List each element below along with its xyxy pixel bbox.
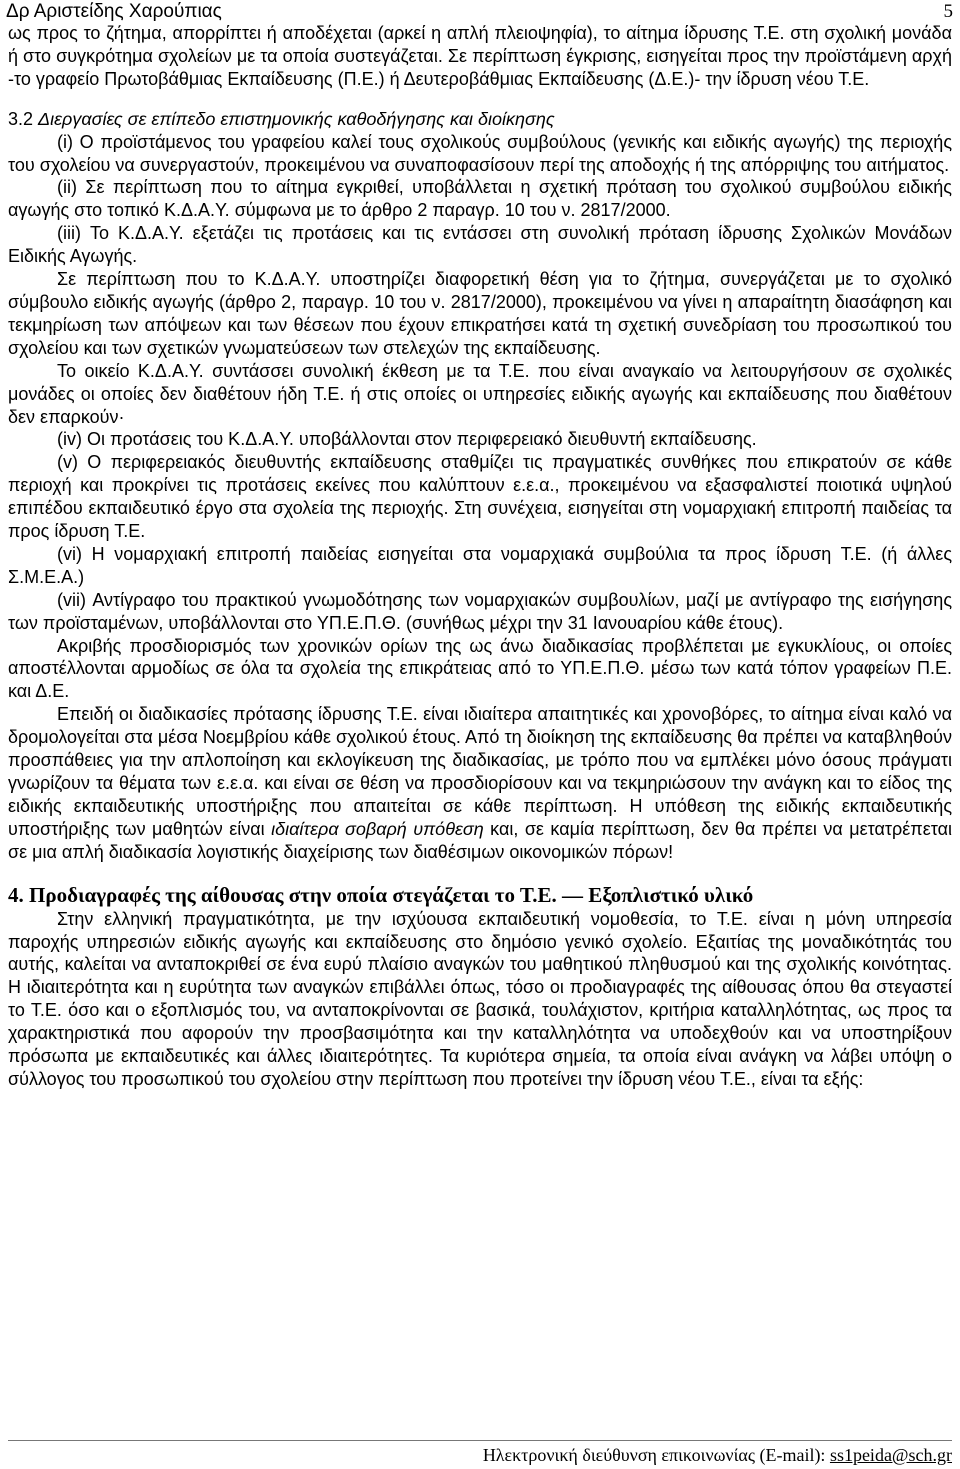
paragraph-i: (i) Ο προϊστάμενος του γραφείου καλεί τους σχολικούς συμβούλους (γενικής και ειδικής αγωγής) της περιοχής του σχολείου να συνεργαστούν, προκειμένου να συναποφασίσουν περί της αποδοχής ή της απόρριψης του αιτήματος. xyxy=(8,131,952,175)
paragraph-iii: (iii) Το Κ.Δ.Α.Υ. εξετάζει τις προτάσεις και τις εντάσσει στη συνολική πρόταση ίδρυσης Σχολικών Μονάδων Ειδικής Αγωγής. xyxy=(8,223,952,267)
paragraph-v: (v) Ο περιφερειακός διευθυντής εκπαίδευσης σταθμίζει τις πραγματικές συνθήκες που επικρατούν σε κάθε περιοχή και προκρίνει τις προτάσεις εκείνες που καλύπτουν ε.ε.α., προκειμένου να εξασφαλιστεί ποιοτικά υψηλού επιπέδου εκπαιδευτικό έργο στα σχολεία της περιοχής. Στη συνέχεια, εισηγείται στη νομαρχιακή επιτροπή παιδείας τα προς ίδρυση Τ.Ε. xyxy=(8,452,952,542)
section-title: Διεργασίες σε επίπεδο επιστημονικής καθοδήγησης και διοίκησης xyxy=(38,108,555,129)
section-number: 3.2 xyxy=(8,108,34,129)
footer-label: Ηλεκτρονική διεύθυνση επικοινωνίας (E-mail): xyxy=(482,1445,830,1465)
paragraph-iv: (iv) Οι προτάσεις του Κ.Δ.Α.Υ. υποβάλλονται στον περιφερειακό διευθυντή εκπαίδευσης. xyxy=(57,429,757,450)
paragraph-vii: (vii) Αντίγραφο του πρακτικού γνωμοδότησης των νομαρχιακών συμβουλίων, μαζί με αντίγραφο της εισήγησης των προϊσταμένων, υποβάλλονται στο ΥΠ.Ε.Π.Θ. (συνήθως μέχρι την 31 Ιανουαρίου κάθε έτους). xyxy=(8,589,952,633)
page-footer xyxy=(483,1444,952,1466)
page-number: 5 xyxy=(943,1,953,22)
email-link[interactable]: ss1peida@sch.gr xyxy=(829,1445,952,1465)
author-name: Δρ Αριστείδης Χαρούπιας xyxy=(6,1,222,22)
section-3-2-heading xyxy=(8,108,952,131)
paragraph-final-text: Επειδή οι διαδικασίες πρότασης ίδρυσης Τ.Ε. είναι ιδιαίτερα απαιτητικές και χρονοβόρες, το αίτημα είναι καλό να δρομολογείται στα μέσα Νοεμβρίου κάθε σχολικού έτους. Από τη διοίκηση της εκπαίδευσης θα πρέπει να καταβληθούν προσπάθειες για την απλοποίηση και εκλογίκευση της διαδικασίας, με τρόπο που να εμπλέκει μόνο όσους πράγματι γνωρίζουν τα θέματα των ε.ε.α. και είναι σε θέση να προσδιορίσουν και να τεκμηριώσουν την ανάγκη και το είδος της ειδικής εκπαιδευτικής υποστήριξης που απαιτείται σε κάθε περίπτωση. Η υπόθεση της ειδικής εκπαιδευτικής υποστήριξης των μαθητών είναι xyxy=(8,704,952,839)
paragraph-iii-c: Το οικείο Κ.Δ.Α.Υ. συντάσσει συνολική έκθεση με τα Τ.Ε. που είναι αναγκαίο να λειτουργήσουν σε σχολικές μονάδες οι οποίες δεν διαθέτουν ήδη Τ.Ε. ή στις οποίες οι υπηρεσίες ειδικής αγωγής και εκπαίδευσης που διαθέτουν δεν επαρκούν· xyxy=(8,360,952,427)
paragraph-final-tail: και, σε καμία περίπτωση, δεν θα πρέπει να μετατρέπεται σε μια απλή διαδικασία λογιστικής διαχείρισης των διαθέσιμων οικονομικών πόρων! xyxy=(8,818,952,862)
emphasized-phrase: ιδιαίτερα σοβαρή υπόθεση xyxy=(271,818,484,839)
intro-paragraph: ως προς το ζήτημα, απορρίπτει ή αποδέχεται (αρκεί η απλή πλειοψηφία), το αίτημα ίδρυσης Τ.Ε. στη σχολική μονάδα ή στο συγκρότημα σχολείων με τα οποία συστεγάζεται. Σε περίπτωση έγκρισης, εισηγείται προς την προϊστάμενη αρχή -το γραφείο Πρωτοβάθμιας Εκπαίδευσης (Π.Ε.) ή Δευτεροβάθμιας Εκπαίδευσης (Δ.Ε.)- την ίδρυση νέου Τ.Ε. xyxy=(8,23,952,89)
paragraph-ii: (ii) Σε περίπτωση που το αίτημα εγκριθεί, υποβάλλεται η σχετική πρόταση του σχολικού συμβούλου ειδικής αγωγής στο τοπικό Κ.Δ.Α.Υ. σύμφωνα με το άρθρο 2 παραγρ. 10 του ν. 2817/2000. xyxy=(8,177,952,221)
section-4-paragraph: Στην ελληνική πραγματικότητα, με την ισχύουσα εκπαιδευτική νομοθεσία, το Τ.Ε. είναι η μόνη υπηρεσία παροχής υπηρεσιών ειδικής αγωγής και εκπαίδευσης στο δημόσιο γενικό σχολείο. Εξαιτίας της μοναδικότητάς του αυτής, καλείται να ανταποκριθεί σε ένα ευρύ πλαίσιο αναγκών του μαθητικού πληθυσμού και της σχολικής κοινότητας. Η ιδιαιτερότητα και η ευρύτητα των αναγκών επιβάλλει όπως, τόσο οι προδιαγραφές της αίθουσας όπου θα στεγαστεί το Τ.Ε. όσο και ο εξοπλισμός του, να ανταποκρίνονται σε βασικά, τουλάχιστον, κριτήρια καταλληλότητας, ως προς τα χαρακτηριστικά που αφορούν την προσβασιμότητα και την καταλληλότητα να υποδεχθούν και να υποστηρίξουν πρόσωπα με εκπαιδευτικές και άλλες ιδιαιτερότητες. Τα κυριότερα σημεία, τα οποία είναι ανάγκη να λάβει υπόψη ο σύλλογος του προσωπικού του σχολείου στην περίπτωση που προτείνει την ίδρυση νέου Τ.Ε., είναι τα εξής: xyxy=(8,908,952,1089)
paragraph-final xyxy=(8,703,952,863)
paragraph-vi: (vi) Η νομαρχιακή επιτροπή παιδείας εισηγείται στα νομαρχιακά συμβούλια τα προς ίδρυση Τ.Ε. (ή άλλες Σ.Μ.Ε.Α.) xyxy=(8,543,952,587)
document-body xyxy=(8,22,952,1091)
paragraph-iii-b: Σε περίπτωση που το Κ.Δ.Α.Υ. υποστηρίζει διαφορετική θέση για το ζήτημα, συνεργάζεται με το σχολικό σύμβουλο ειδικής αγωγής (άρθρο 2, παραγρ. 10 του ν. 2817/2000), προκειμένου να γίνει η απαραίτητη διασάφηση και τεκμηρίωση των απόψεων και των θέσεων που έχουν επικρατήσει κατά τη σχετική συνεδρίαση του προσωπικού του σχολείου και των σχετικών γνωματεύσεων των στελεχών της εκπαίδευσης. xyxy=(8,269,952,358)
paragraph-timing: Ακριβής προσδιορισμός των χρονικών ορίων της ως άνω διαδικασίας προβλέπεται με εγκυκλίους, οι οποίες αποστέλλονται αρμοδίως σε όλα τα σχολεία της επικράτειας από το ΥΠ.Ε.Π.Θ. μέσω των κατά τόπον γραφείων Π.Ε. και Δ.Ε. xyxy=(8,635,952,702)
section-4-heading: 4. Προδιαγραφές της αίθουσας στην οποία στεγάζεται το Τ.Ε. ― Εξοπλιστικό υλικό xyxy=(8,882,754,907)
footer-divider xyxy=(8,1440,952,1441)
